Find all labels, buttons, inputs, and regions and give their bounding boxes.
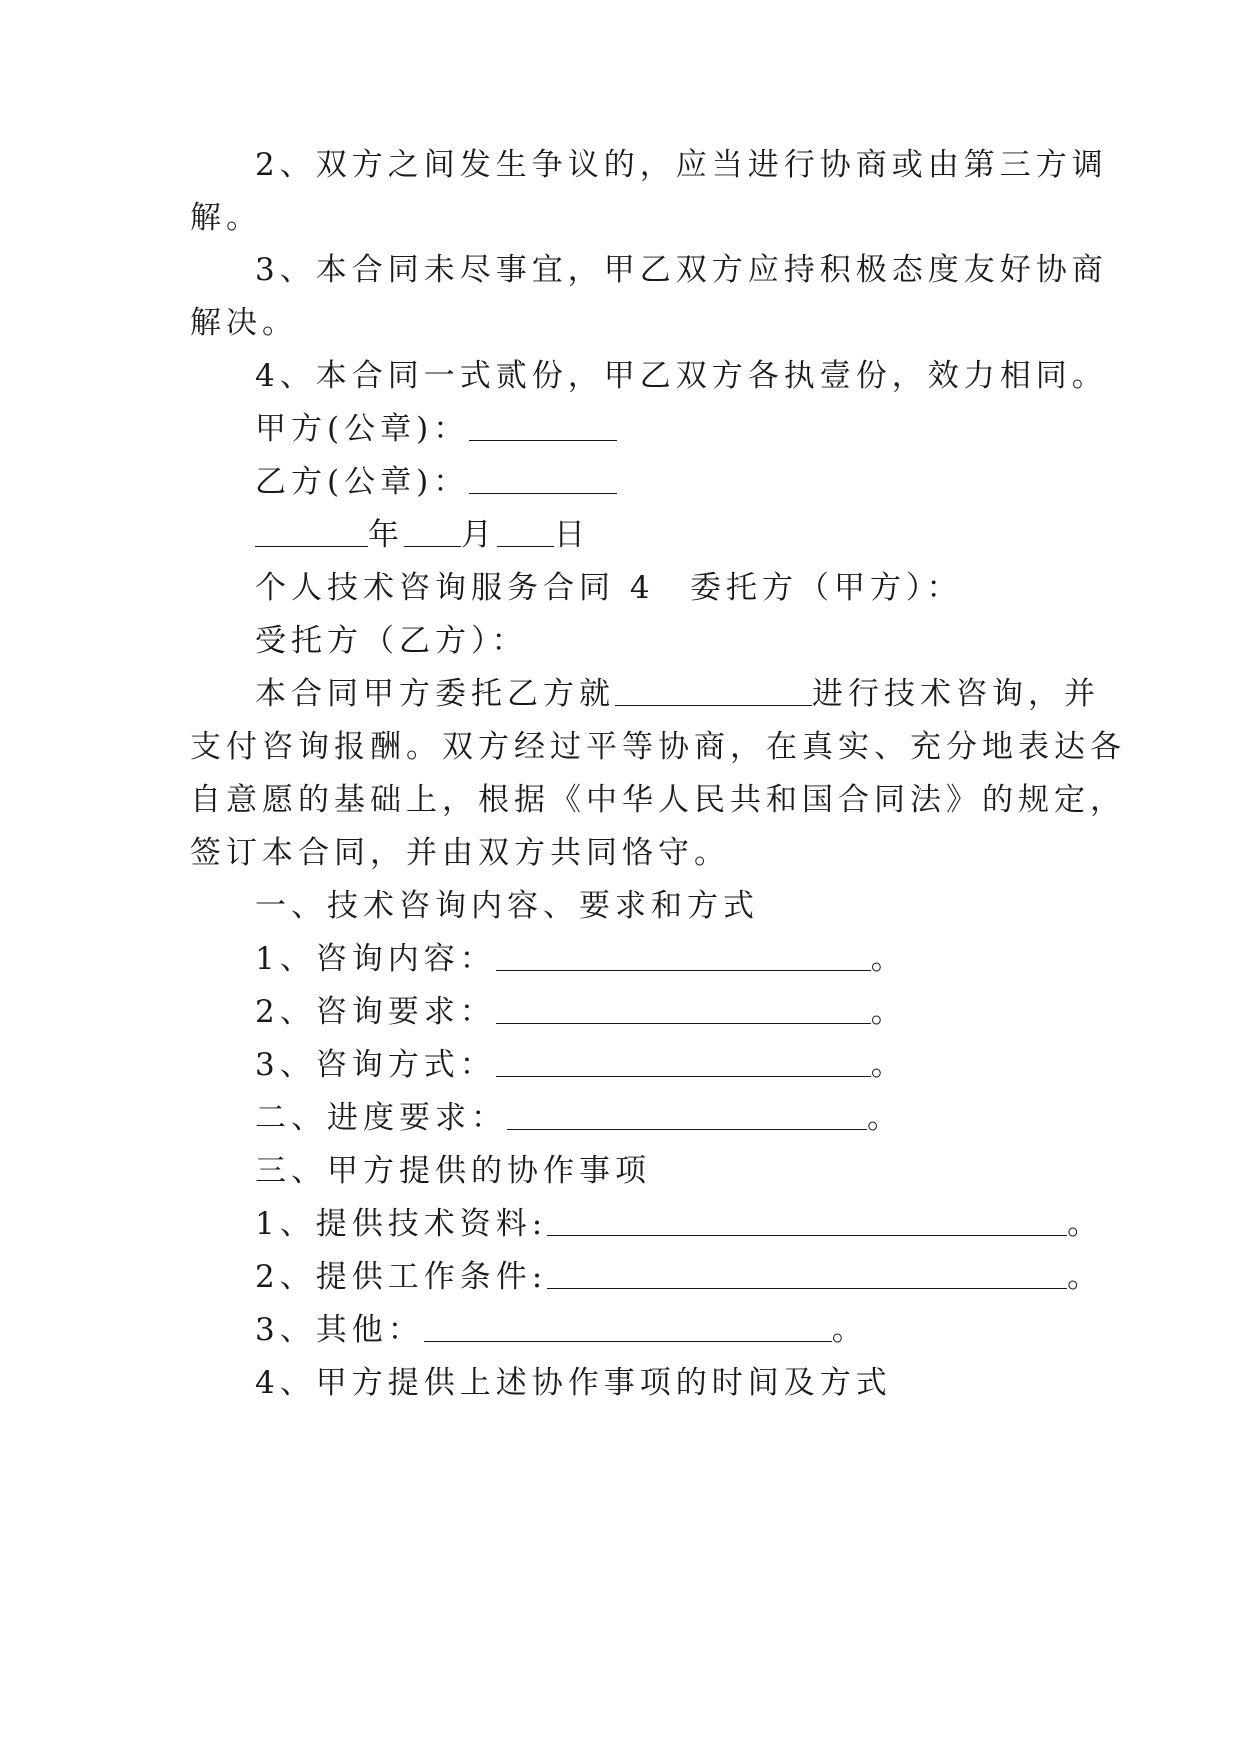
- intro-line-1: [255, 674, 1100, 714]
- text: 解。: [190, 200, 262, 236]
- day-label: 日: [554, 517, 590, 553]
- consult-requirements-blank: [496, 993, 871, 1024]
- contract-title-text: 个人技术咨询服务合同 4: [255, 570, 655, 606]
- intro-line-3: [190, 780, 1126, 820]
- schedule-blank: [507, 1099, 867, 1130]
- consultant-label-text: 受托方（乙方）：: [255, 623, 528, 659]
- consult-method-label: 3、咨询方式：: [255, 1047, 496, 1083]
- tech-materials-blank: [547, 1205, 1067, 1236]
- period: 。: [870, 994, 907, 1030]
- clause-2-line-2: [190, 198, 262, 238]
- party-b-seal: [255, 462, 617, 502]
- consult-content-label: 1、咨询内容：: [255, 941, 496, 977]
- tech-materials-label: 1、提供技术资料:: [255, 1206, 548, 1242]
- text: 一、技术咨询内容、要求和方式: [255, 888, 759, 924]
- work-conditions-blank: [547, 1258, 1067, 1289]
- consult-requirements-label: 2、咨询要求：: [255, 994, 496, 1030]
- consult-method-blank: [496, 1046, 871, 1077]
- other-items: [255, 1310, 868, 1350]
- consult-requirements: [255, 992, 907, 1032]
- party-b-seal-label: 乙方(公章)：: [255, 464, 470, 500]
- period: 。: [870, 1047, 907, 1083]
- intro-part2: 进行技术咨询，并: [812, 676, 1100, 712]
- party-a-seal: [255, 409, 617, 449]
- date-line: [255, 515, 590, 555]
- text: 解决。: [190, 305, 298, 341]
- text: 三、甲方提供的协作事项: [255, 1153, 651, 1189]
- work-conditions-label: 2、提供工作条件:: [255, 1259, 548, 1295]
- party-a-seal-label: 甲方(公章)：: [255, 411, 470, 447]
- other-blank: [424, 1311, 832, 1342]
- period: 。: [870, 941, 907, 977]
- year-blank: [255, 516, 368, 547]
- consult-content-blank: [496, 940, 871, 971]
- text: 自意愿的基础上，根据《中华人民共和国合同法》的规定，: [190, 782, 1126, 818]
- client-label-text: 委托方（甲方）：: [690, 570, 963, 606]
- contract-title: [255, 568, 655, 608]
- month-label: 月: [461, 517, 497, 553]
- month-blank: [404, 516, 461, 547]
- section-1-title: [255, 886, 759, 926]
- consult-content: [255, 939, 907, 979]
- consult-method: [255, 1045, 907, 1085]
- cooperation-timing: [255, 1363, 892, 1403]
- text: 4、甲方提供上述协作事项的时间及方式: [255, 1365, 892, 1401]
- text: 签订本合同，并由双方共同恪守。: [190, 835, 730, 871]
- intro-line-2: [190, 727, 1126, 767]
- section-3-title: [255, 1151, 651, 1191]
- intro-part1: 本合同甲方委托乙方就: [255, 676, 615, 712]
- consultant-label: [255, 621, 528, 661]
- other-label: 3、其他：: [255, 1312, 424, 1348]
- text: 3、本合同未尽事宜，甲乙双方应持积极态度友好协商: [255, 252, 1108, 288]
- clause-3-line-1: [255, 250, 1108, 290]
- clause-4: [255, 356, 1108, 396]
- section-2-title: [255, 1098, 903, 1138]
- client-label: [690, 568, 963, 608]
- year-label: 年: [368, 517, 404, 553]
- work-conditions: [255, 1257, 1103, 1297]
- clause-2-line-1: [255, 145, 1108, 185]
- text: 4、本合同一式贰份，甲乙双方各执壹份，效力相同。: [255, 358, 1108, 394]
- clause-3-line-2: [190, 303, 298, 343]
- text: 2、双方之间发生争议的，应当进行协商或由第三方调: [255, 147, 1108, 183]
- consult-subject-blank: [615, 675, 812, 706]
- party-b-seal-blank: [469, 463, 617, 494]
- intro-line-4: [190, 833, 730, 873]
- period: 。: [1067, 1259, 1104, 1295]
- period: 。: [1067, 1206, 1104, 1242]
- party-a-seal-blank: [469, 410, 617, 441]
- period: 。: [867, 1100, 903, 1136]
- day-blank: [497, 516, 554, 547]
- period: 。: [831, 1312, 868, 1348]
- tech-materials: [255, 1204, 1103, 1244]
- section-2-label: 二、进度要求：: [255, 1100, 507, 1136]
- text: 支付咨询报酬。双方经过平等协商，在真实、充分地表达各: [190, 729, 1126, 765]
